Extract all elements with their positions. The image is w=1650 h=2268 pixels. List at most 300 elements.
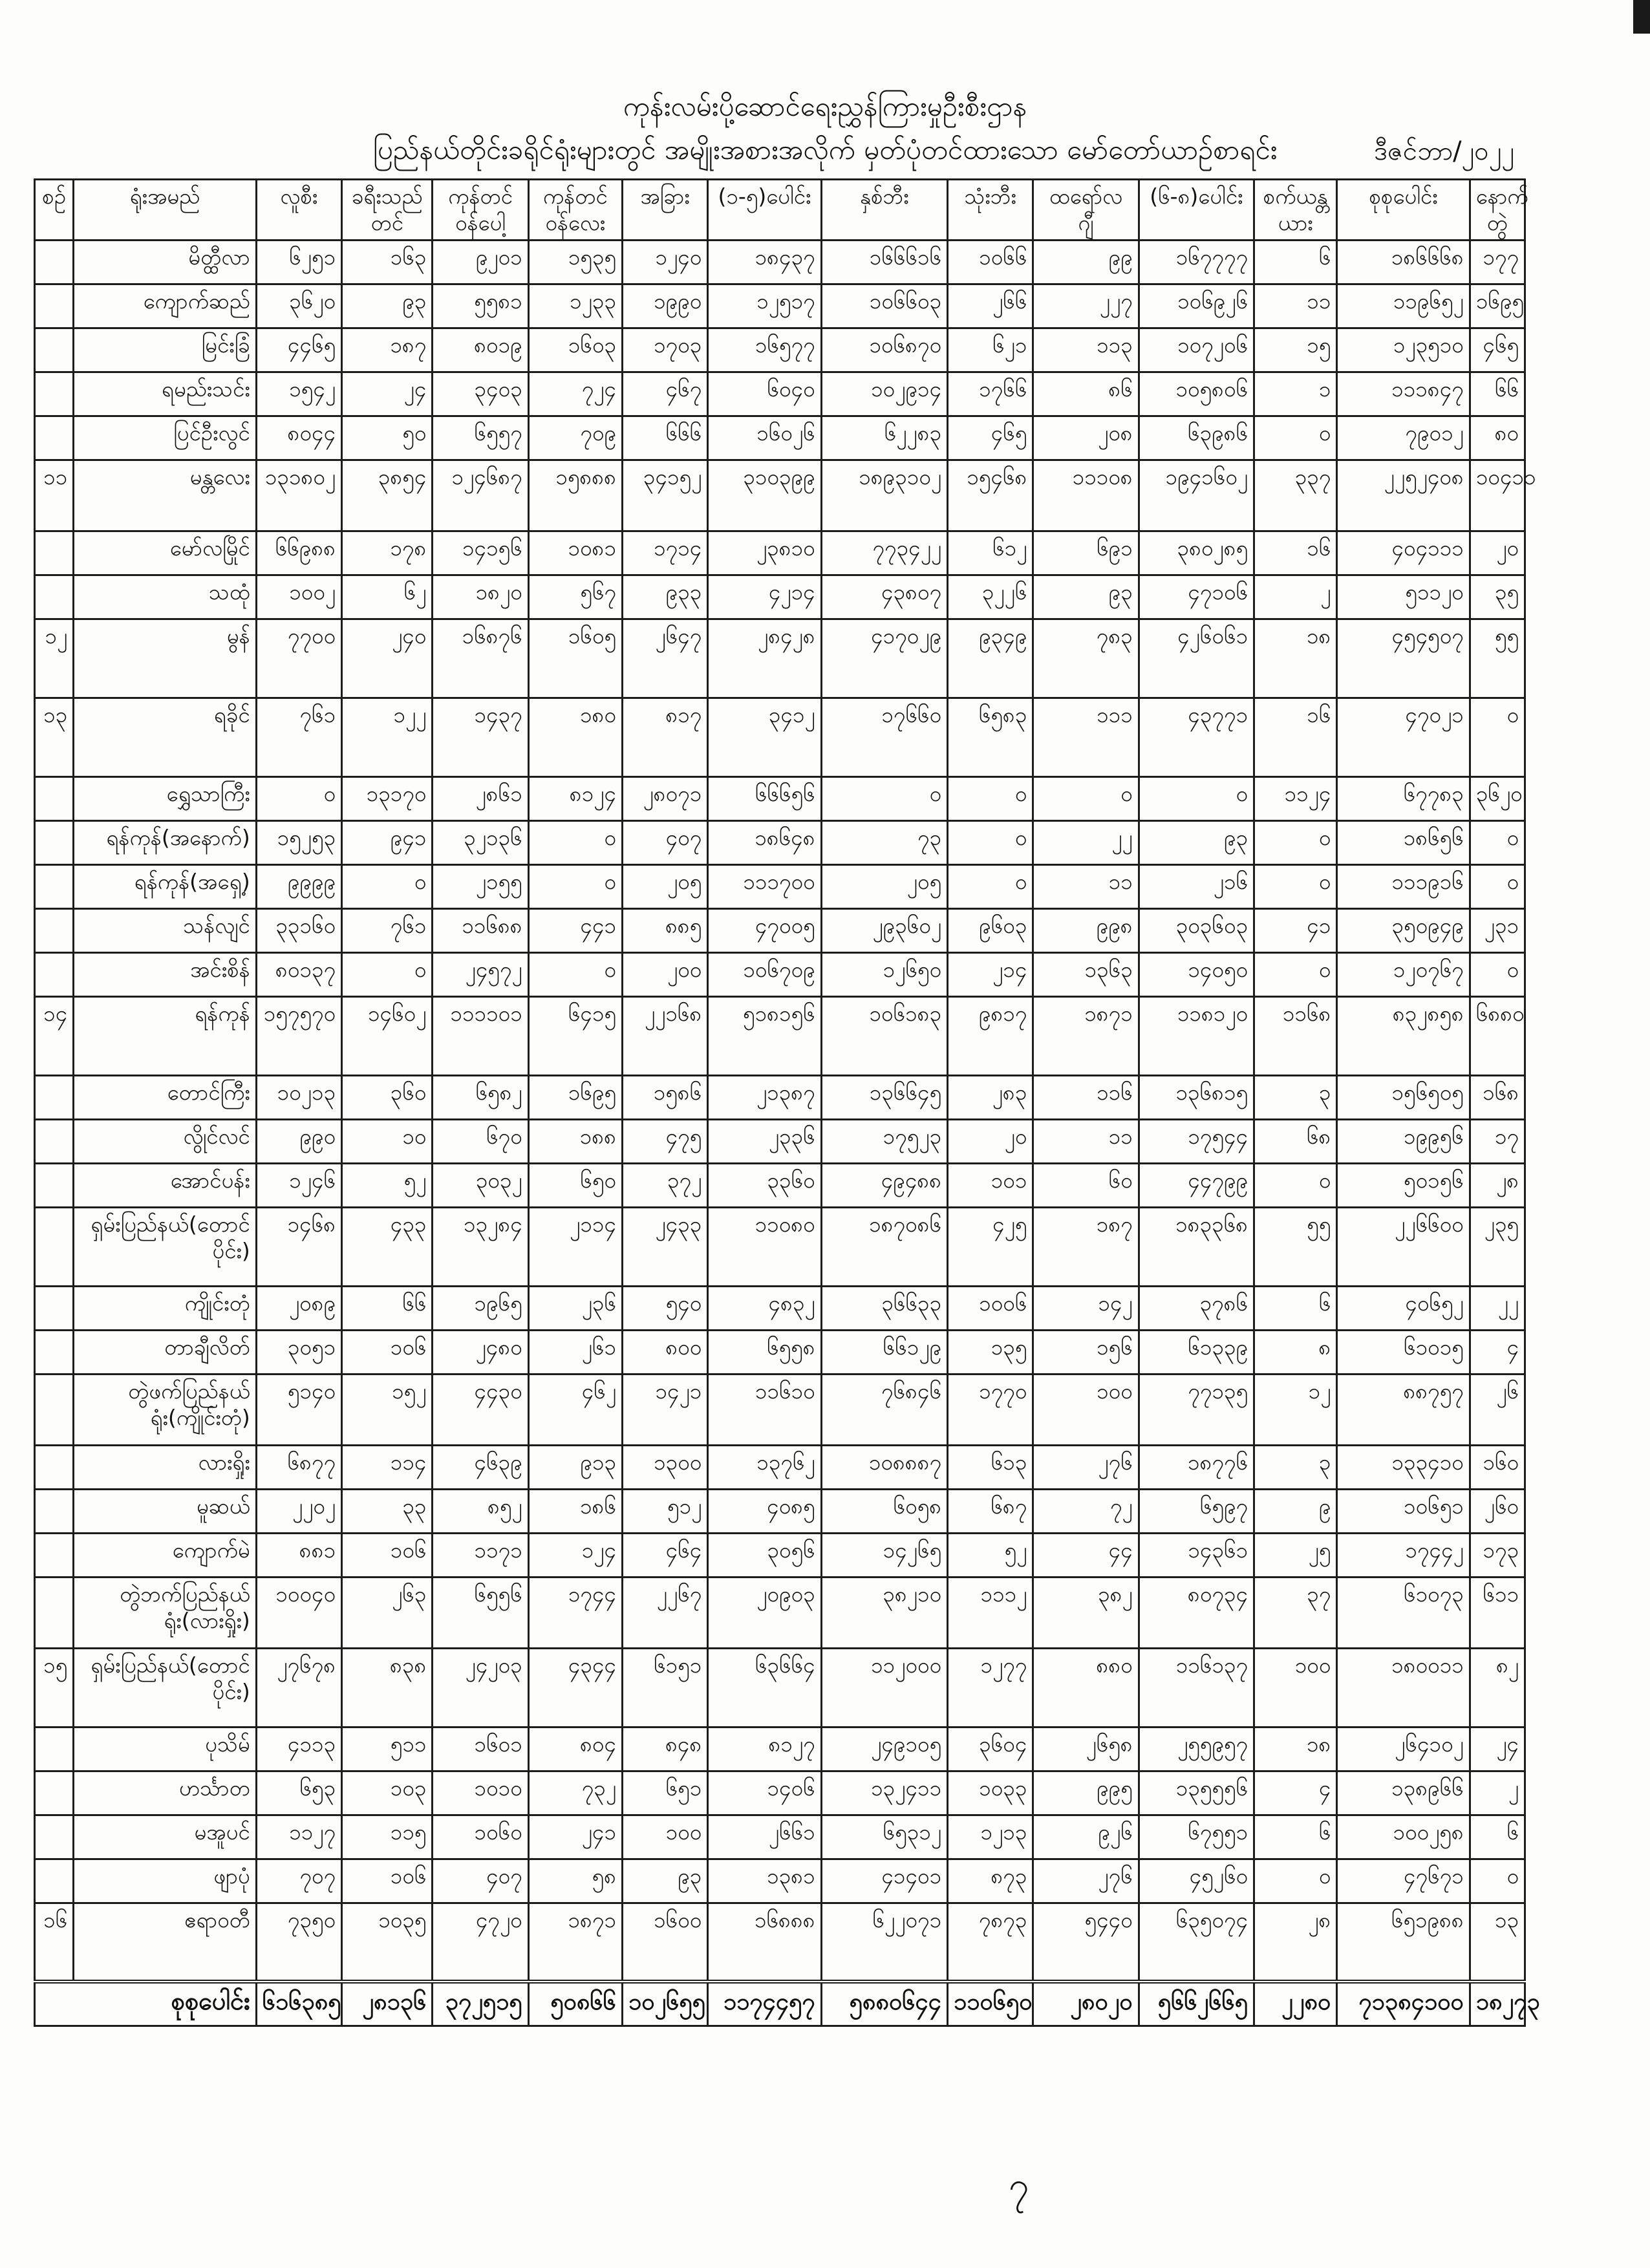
value-cell: ၇၉၀၁၂	[1337, 416, 1470, 460]
value-cell: ၉၃	[1139, 820, 1254, 864]
value-cell: ၂၃၈၁၀	[708, 531, 821, 575]
total-row	[35, 1982, 1525, 2026]
total-value-cell: ၂၈၀၂၀	[1033, 1982, 1139, 2026]
serial-cell	[35, 1207, 74, 1286]
value-cell: ၁၅၃၅	[528, 240, 622, 284]
value-cell: ၂၃၅	[1470, 1207, 1525, 1286]
value-cell: ၀	[342, 952, 433, 996]
value-cell: ၆၆	[1470, 372, 1525, 416]
value-cell: ၁၁၁၂	[948, 1577, 1033, 1648]
value-cell: ၂၄၂၀၃	[433, 1648, 528, 1727]
serial-cell	[35, 1330, 74, 1374]
serial-cell	[35, 1286, 74, 1330]
value-cell: ၁၄၂၆၅	[821, 1533, 947, 1577]
total-value-cell: ၁၁၇၄၄၅၇	[708, 1982, 821, 2026]
value-cell: ၂၆၄၇	[622, 619, 707, 698]
value-cell: ၁၈၂၀	[433, 575, 528, 619]
value-cell: ၁၈	[1254, 619, 1337, 698]
value-cell: ၁၇၇	[1470, 240, 1525, 284]
value-cell: ၀	[1470, 864, 1525, 908]
value-cell: ၅၅	[1470, 619, 1525, 698]
value-cell: ၁၂၆၅၀	[821, 952, 947, 996]
value-cell: ၂၄၅၇၂	[433, 952, 528, 996]
value-cell: ၂၇၆	[1033, 1859, 1139, 1903]
value-cell: ၈၈၁	[256, 1533, 341, 1577]
table-row	[35, 1075, 1525, 1119]
value-cell: ၁၅၂၅၃	[256, 820, 341, 864]
value-cell: ၂၂	[1033, 820, 1139, 864]
office-name-cell: ရမည်းသင်း	[74, 372, 257, 416]
value-cell: ၁၀၂၁၃	[256, 1075, 341, 1119]
column-header: (၁-၅)ပေါင်း	[708, 180, 821, 241]
column-header: စုစုပေါင်း	[1337, 180, 1470, 241]
value-cell: ၁၀၆၆	[948, 240, 1033, 284]
value-cell: ၆	[1254, 1815, 1337, 1859]
value-cell: ၂၆၃	[342, 1577, 433, 1648]
value-cell: ၄၉၄၈၈	[821, 1163, 947, 1207]
table-row	[35, 1286, 1525, 1330]
value-cell: ၁၀၃	[342, 1771, 433, 1815]
value-cell: ၀	[948, 776, 1033, 820]
value-cell: ၇၀၇	[256, 1859, 341, 1903]
total-value-cell: ၇၁၃၈၄၁၀၀	[1337, 1982, 1470, 2026]
value-cell: ၁၅၈၈၈	[528, 460, 622, 531]
value-cell: ၁၆၅၇၇	[708, 328, 821, 372]
value-cell: ၂၁၃၈၇	[708, 1075, 821, 1119]
value-cell: ၁၁၆၁၃၇	[1139, 1648, 1254, 1727]
total-value-cell: ၂၂၈၀	[1254, 1982, 1337, 2026]
value-cell: ၂၆၄၁၀၂	[1337, 1727, 1470, 1771]
value-cell: ၄၆၇	[622, 372, 707, 416]
value-cell: ၃၀၅၆	[708, 1533, 821, 1577]
value-cell: ၁၇၅၂၃	[821, 1119, 947, 1163]
office-name-cell: မွန်	[74, 619, 257, 698]
office-name-cell: ပြင်ဦးလွင်	[74, 416, 257, 460]
value-cell: ၉၉၅	[1033, 1771, 1139, 1815]
total-value-cell: ၅၈၈၀၆၄၄	[821, 1982, 947, 2026]
value-cell: ၂၂၅၂၄၀၈	[1337, 460, 1470, 531]
office-name-cell: တောင်ကြီး	[74, 1075, 257, 1119]
value-cell: ၁၀၃၅	[342, 1903, 433, 1982]
value-cell: ၄၆၅	[1470, 328, 1525, 372]
value-cell: ၁၁၂၀၀၀	[821, 1648, 947, 1727]
value-cell: ၃၆၂၀	[256, 284, 341, 328]
value-cell: ၁၃၈၁	[708, 1859, 821, 1903]
value-cell: ၁၆၀၁	[433, 1727, 528, 1771]
table-row	[35, 1903, 1525, 1982]
office-name-cell: မြင်းခြံ	[74, 328, 257, 372]
value-cell: ၂၈၆၁	[433, 776, 528, 820]
value-cell: ၅၂	[948, 1533, 1033, 1577]
value-cell: ၄၇၀၂၁	[1337, 698, 1470, 776]
value-cell: ၈၈၀	[1033, 1648, 1139, 1727]
table-row	[35, 372, 1525, 416]
value-cell: ၄၆၂	[528, 1374, 622, 1445]
value-cell: ၁၁၁၇၀၀	[708, 864, 821, 908]
value-cell: ၄၃၃	[342, 1207, 433, 1286]
value-cell: ၂၁၁၄	[528, 1207, 622, 1286]
table-row	[35, 1771, 1525, 1815]
value-cell: ၁၅၆၅၀၅	[1337, 1075, 1470, 1119]
value-cell: ၄၁၄၀၁	[821, 1859, 947, 1903]
value-cell: ၁၀၂၉၁၄	[821, 372, 947, 416]
value-cell: ၁၄၆၀၂	[342, 996, 433, 1075]
value-cell: ၈၇၃	[948, 1859, 1033, 1903]
value-cell: ၂	[1254, 575, 1337, 619]
value-cell: ၁၀၆၆၀၃	[821, 284, 947, 328]
serial-cell	[35, 328, 74, 372]
value-cell: ၃၇၂	[622, 1163, 707, 1207]
value-cell: ၃	[1254, 1445, 1337, 1489]
value-cell: ၆	[1254, 240, 1337, 284]
value-cell: ၁	[1254, 372, 1337, 416]
value-cell: ၁၃၆၃	[1033, 952, 1139, 996]
value-cell: ၂၁၅၅	[433, 864, 528, 908]
value-cell: ၆၀၅၈	[821, 1489, 947, 1533]
value-cell: ၄၃၄၄	[528, 1648, 622, 1727]
value-cell: ၁၀၀	[1254, 1648, 1337, 1727]
value-cell: ၁၀၄၁၁	[1470, 460, 1525, 531]
value-cell: ၂၈၄၂၈	[708, 619, 821, 698]
table-row	[35, 820, 1525, 864]
value-cell: ၄၆၃၉	[433, 1445, 528, 1489]
value-cell: ၁၆၀၀	[622, 1903, 707, 1982]
value-cell: ၁၀၁၀	[433, 1771, 528, 1815]
value-cell: ၇၆၁	[342, 908, 433, 952]
value-cell: ၀	[1254, 1163, 1337, 1207]
value-cell: ၁၀၆၇၀၉	[708, 952, 821, 996]
value-cell: ၁၀၀၄၀	[256, 1577, 341, 1648]
value-cell: ၄၄၁	[528, 908, 622, 952]
value-cell: ၇၀၉	[528, 416, 622, 460]
value-cell: ၂	[1470, 1771, 1525, 1815]
value-cell: ၈၃၈	[342, 1648, 433, 1727]
page-number: ၇	[1009, 2165, 1029, 2207]
value-cell: ၁၁၂၄	[1254, 776, 1337, 820]
value-cell: ၁၂၅၁၇	[708, 284, 821, 328]
value-cell: ၀	[1254, 1859, 1337, 1903]
value-cell: ၉၆၀၃	[948, 908, 1033, 952]
value-cell: ၃၈၂	[1033, 1577, 1139, 1648]
value-cell: ၈၀	[1470, 416, 1525, 460]
value-cell: ၁၁၆	[1033, 1075, 1139, 1119]
value-cell: ၁၂၁၃	[948, 1815, 1033, 1859]
value-cell: ၆၂၂၈၃	[821, 416, 947, 460]
value-cell: ၁၆	[1254, 531, 1337, 575]
column-header: ရုံးအမည်	[74, 180, 257, 241]
value-cell: ၅၀၁၅၆	[1337, 1163, 1470, 1207]
value-cell: ၂၃၆	[528, 1286, 622, 1330]
value-cell: ၄၇၀၀၅	[708, 908, 821, 952]
value-cell: ၂၂၆၇	[622, 1577, 707, 1648]
office-name-cell: လားရှိုး	[74, 1445, 257, 1489]
value-cell: ၁၇၄၄	[528, 1577, 622, 1648]
value-cell: ၆၆၆	[622, 416, 707, 460]
value-cell: ၃၃	[342, 1489, 433, 1533]
serial-cell	[35, 284, 74, 328]
value-cell: ၇၂	[1033, 1489, 1139, 1533]
table-row	[35, 240, 1525, 284]
value-cell: ၆၈	[1254, 1119, 1337, 1163]
serial-cell	[35, 1859, 74, 1903]
value-cell: ၁၀၆၁၈၃	[821, 996, 947, 1075]
value-cell: ၂၄၉၁၀၅	[821, 1727, 947, 1771]
value-cell: ၁၇၆၆၀	[821, 698, 947, 776]
value-cell: ၀	[1470, 820, 1525, 864]
value-cell: ၄၀၆၅၂	[1337, 1286, 1470, 1330]
value-cell: ၁၇၀၃	[622, 328, 707, 372]
table-row	[35, 1330, 1525, 1374]
value-cell: ၈၆	[1033, 372, 1139, 416]
value-cell: ၆၀	[1033, 1163, 1139, 1207]
value-cell: ၈၃၂၈၅၈	[1337, 996, 1470, 1075]
value-cell: ၁၁၆၁၀	[708, 1374, 821, 1445]
value-cell: ၂၃၃၆	[708, 1119, 821, 1163]
value-cell: ၂၆၆၁	[708, 1815, 821, 1859]
value-cell: ၆၈၈၀	[1470, 996, 1525, 1075]
value-cell: ၂၂၁၆၈	[622, 996, 707, 1075]
table-row	[35, 460, 1525, 531]
value-cell: ၇၆၁	[256, 698, 341, 776]
value-cell: ၀	[1470, 952, 1525, 996]
serial-cell: ၁၁	[35, 460, 74, 531]
value-cell: ၂၆၁	[528, 1330, 622, 1374]
value-cell: ၀	[1470, 698, 1525, 776]
value-cell: ၁၈၆၄၈	[708, 820, 821, 864]
value-cell: ၁၄၁၅၆	[433, 531, 528, 575]
value-cell: ၆၅၈၃	[948, 698, 1033, 776]
value-cell: ၃၈၅၄	[342, 460, 433, 531]
value-cell: ၁၁	[1033, 864, 1139, 908]
value-cell: ၁၄၂၁	[622, 1374, 707, 1445]
value-cell: ၁၇၇၀	[948, 1374, 1033, 1445]
office-name-cell: ရှမ်းပြည်နယ်(တောင်ပိုင်း)	[74, 1207, 257, 1286]
value-cell: ၆၈၇၇	[256, 1445, 341, 1489]
office-name-cell: သထုံ	[74, 575, 257, 619]
table-row	[35, 776, 1525, 820]
value-cell: ၉	[1254, 1489, 1337, 1533]
value-cell: ၂၆၅၈	[1033, 1727, 1139, 1771]
value-cell: ၈၀၀	[622, 1330, 707, 1374]
value-cell: ၈၀၇၃၄	[1139, 1577, 1254, 1648]
value-cell: ၁၈၇	[1033, 1207, 1139, 1286]
value-cell: ၃၆၀	[342, 1075, 433, 1119]
value-cell: ၈၀၁၃၇	[256, 952, 341, 996]
value-cell: ၂၈၀၇၁	[622, 776, 707, 820]
value-cell: ၁၈၈	[528, 1119, 622, 1163]
column-header: စက်ယန္တယား	[1254, 180, 1337, 241]
office-name-cell: ကျောက်ဆည်	[74, 284, 257, 328]
serial-cell: ၁၆	[35, 1903, 74, 1982]
value-cell: ၃၇၈၆	[1139, 1286, 1254, 1330]
value-cell: ၆၅၅၇	[433, 416, 528, 460]
office-name-cell: လွိုင်လင်	[74, 1119, 257, 1163]
value-cell: ၁၁၁၀၈	[1033, 460, 1139, 531]
office-name-cell: ရွှေသာကြီး	[74, 776, 257, 820]
value-cell: ၅၆၇	[528, 575, 622, 619]
value-cell: ၁၂၄၆	[256, 1163, 341, 1207]
value-cell: ၀	[1139, 776, 1254, 820]
value-cell: ၂၇၆	[1033, 1445, 1139, 1489]
value-cell: ၁၁၁၈၄၇	[1337, 372, 1470, 416]
total-value-cell: ၂၈၁၃၆	[342, 1982, 433, 2026]
table-row	[35, 575, 1525, 619]
value-cell: ၁၈၆	[528, 1489, 622, 1533]
value-cell: ၇၆၈၄၆	[821, 1374, 947, 1445]
table-row	[35, 1648, 1525, 1727]
serial-cell	[35, 1771, 74, 1815]
office-name-cell: တာချီလိတ်	[74, 1330, 257, 1374]
value-cell: ၁၀၈၈၈၇	[821, 1445, 947, 1489]
value-cell: ၂၀၈	[1033, 416, 1139, 460]
value-cell: ၆၅၁	[622, 1771, 707, 1815]
value-cell: ၆၅၅၆	[433, 1577, 528, 1648]
value-cell: ၁၀၆၉၂၆	[1139, 284, 1254, 328]
value-cell: ၅၁၁၂၀	[1337, 575, 1470, 619]
total-label: စုစုပေါင်း	[35, 1982, 257, 2026]
value-cell: ၁၁၂၇	[256, 1815, 341, 1859]
value-cell: ၁၁၁၁၀၁	[433, 996, 528, 1075]
value-cell: ၁၅	[1254, 328, 1337, 372]
value-cell: ၂၄၈၀	[433, 1330, 528, 1374]
value-cell: ၁၃၃၄၁၀	[1337, 1445, 1470, 1489]
value-cell: ၄၂၅	[948, 1207, 1033, 1286]
value-cell: ၁၅၇၅၇၀	[256, 996, 341, 1075]
value-cell: ၁၀၁	[948, 1163, 1033, 1207]
column-header: ကုန်တင်ဝန်လေး	[528, 180, 622, 241]
value-cell: ၁၄၃၇	[433, 698, 528, 776]
value-cell: ၃၈၀၂၈၅	[1139, 531, 1254, 575]
table-row	[35, 416, 1525, 460]
value-cell: ၁၈၇၁	[528, 1903, 622, 1982]
column-header: ကုန်တင်ဝန်ပေါ့	[433, 180, 528, 241]
value-cell: ၄၁၁၃	[256, 1727, 341, 1771]
value-cell: ၈၁၂၄	[528, 776, 622, 820]
document-code: ဒီဇင်ဘာ/၂၀၂၂	[1374, 136, 1514, 166]
value-cell: ၁၆၀၂၆	[708, 416, 821, 460]
value-cell: ၁၃၇၆၂	[708, 1445, 821, 1489]
column-header: သုံးဘီး	[948, 180, 1033, 241]
value-cell: ၄၄၇၉၉	[1139, 1163, 1254, 1207]
value-cell: ၆၂၁	[948, 328, 1033, 372]
value-cell: ၁၅၈၆	[622, 1075, 707, 1119]
value-cell: ၁၁၈၁၂၀	[1139, 996, 1254, 1075]
value-cell: ၆၃၆၆၄	[708, 1648, 821, 1727]
office-name-cell: မော်လမြိုင်	[74, 531, 257, 575]
value-cell: ၆၇၅၅၁	[1139, 1815, 1254, 1859]
value-cell: ၁၁၁၉၁၆	[1337, 864, 1470, 908]
value-cell: ၂၅၅၉၅၇	[1139, 1727, 1254, 1771]
value-cell: ၃၄၁၂	[708, 698, 821, 776]
value-cell: ၂၀	[948, 1119, 1033, 1163]
value-cell: ၁၉၆၅	[433, 1286, 528, 1330]
value-cell: ၁၀	[342, 1119, 433, 1163]
serial-cell	[35, 1815, 74, 1859]
value-cell: ၇၇၁၃၅	[1139, 1374, 1254, 1445]
value-cell: ၁၃	[1470, 1903, 1525, 1982]
value-cell: ၁၅၄၂	[256, 372, 341, 416]
value-cell: ၂၄	[1470, 1727, 1525, 1771]
value-cell: ၉၈၁၇	[948, 996, 1033, 1075]
value-cell: ၀	[342, 864, 433, 908]
value-cell: ၆၅၅၈	[708, 1330, 821, 1374]
value-cell: ၀	[528, 820, 622, 864]
value-cell: ၀	[256, 776, 341, 820]
value-cell: ၇၃	[821, 820, 947, 864]
value-cell: ၄၂၆၀၆၁	[1139, 619, 1254, 698]
value-cell: ၇၃၅၀	[256, 1903, 341, 1982]
value-cell: ၇၇၀၀	[256, 619, 341, 698]
value-cell: ၁၁	[1033, 1119, 1139, 1163]
value-cell: ၆၈၇	[948, 1489, 1033, 1533]
value-cell: ၄၃၈၀၇	[821, 575, 947, 619]
value-cell: ၂၀၅	[821, 864, 947, 908]
value-cell: ၄၄၆၅	[256, 328, 341, 372]
value-cell: ၆၅၉၇	[1139, 1489, 1254, 1533]
value-cell: ၁၃၂၈၄	[433, 1207, 528, 1286]
total-value-cell: ၆၁၆၃၈၅	[256, 1982, 341, 2026]
value-cell: ၁၂၇၇	[948, 1648, 1033, 1727]
value-cell: ၃၅၀၉၄၉	[1337, 908, 1470, 952]
value-cell: ၄၈၃၂	[708, 1286, 821, 1330]
value-cell: ၁၁၅	[342, 1815, 433, 1859]
value-cell: ၆၇၀	[433, 1119, 528, 1163]
value-cell: ၅၁၄၀	[256, 1374, 341, 1445]
value-cell: ၁၀၃၃	[948, 1771, 1033, 1815]
value-cell: ၁၂	[1254, 1374, 1337, 1445]
value-cell: ၀	[1254, 820, 1337, 864]
value-cell: ၉၃၄၉	[948, 619, 1033, 698]
value-cell: ၁၃၆၆၄၅	[821, 1075, 947, 1119]
value-cell: ၈၈၇၅၇	[1337, 1374, 1470, 1445]
value-cell: ၆၅၃၁၂	[821, 1815, 947, 1859]
office-name-cell: မူဆယ်	[74, 1489, 257, 1533]
table-row	[35, 1727, 1525, 1771]
value-cell: ၁၁၆၈၈	[433, 908, 528, 952]
value-cell: ၁၈၆၅၆	[1337, 820, 1470, 864]
office-name-cell: မန္တလေး	[74, 460, 257, 531]
value-cell: ၄၄၃၀	[433, 1374, 528, 1445]
value-cell: ၃၆၂၀	[1470, 776, 1525, 820]
value-cell: ၁၃၅	[948, 1330, 1033, 1374]
serial-cell	[35, 1489, 74, 1533]
value-cell: ၉၉၀	[256, 1119, 341, 1163]
value-cell: ၅၀	[342, 416, 433, 460]
value-cell: ၆	[1470, 1815, 1525, 1859]
value-cell: ၂၈၃	[948, 1075, 1033, 1119]
value-cell: ၄၀၈၅	[708, 1489, 821, 1533]
table-header-row	[35, 180, 1525, 241]
value-cell: ၆၁၃၃၉	[1139, 1330, 1254, 1374]
serial-cell	[35, 1163, 74, 1207]
value-cell: ၆၆၁၂၉	[821, 1330, 947, 1374]
value-cell: ၀	[948, 864, 1033, 908]
value-cell: ၀	[1254, 864, 1337, 908]
office-name-cell: ဖျာပုံ	[74, 1859, 257, 1903]
value-cell: ၁၀၀၂	[256, 575, 341, 619]
value-cell: ၁၃၁၈၀၂	[256, 460, 341, 531]
value-cell: ၀	[1033, 776, 1139, 820]
value-cell: ၁၈၀၀၁၁	[1337, 1648, 1470, 1727]
value-cell: ၃၃၁၆၀	[256, 908, 341, 952]
value-cell: ၁၃၀၀	[622, 1445, 707, 1489]
total-value-cell: ၁၀၂၆၅၅	[622, 1982, 707, 2026]
value-cell: ၆၁၂	[948, 531, 1033, 575]
total-value-cell: ၅၀၈၆၆	[528, 1982, 622, 2026]
value-cell: ၄၇၆၇၁	[1337, 1859, 1470, 1903]
value-cell: ၁၆၈	[1470, 1075, 1525, 1119]
value-cell: ၁၆၀၅	[528, 619, 622, 698]
